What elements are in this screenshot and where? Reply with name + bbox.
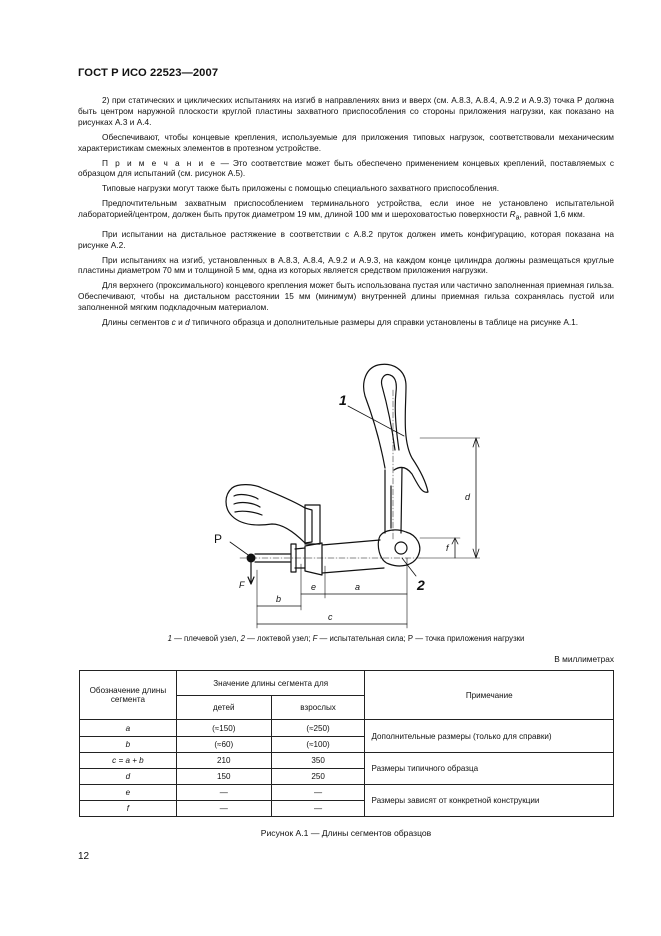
callout-1: 1 bbox=[339, 392, 347, 408]
note-text: — Это соответствие может быть обеспечено применением концевых креплений, поставляемых с образцом для испытаний (см. рисунок А.5). bbox=[78, 157, 614, 179]
roughness-symbol: R bbox=[509, 209, 516, 220]
shoulder-unit-inner bbox=[382, 375, 399, 450]
cell-children: — bbox=[176, 801, 271, 817]
label-b: b bbox=[276, 594, 282, 604]
cell-adults: (≈250) bbox=[271, 720, 365, 737]
paragraph: При испытании на дистальное растяжение в соответствии с А.8.2 пруток должен иметь конфигурацию, которая показана на рисунке А.2. bbox=[78, 228, 614, 250]
header-note: Примечание bbox=[365, 671, 614, 720]
label-e: e bbox=[311, 582, 317, 592]
segments-text: Длины сегментов bbox=[102, 317, 172, 328]
cell-adults: 250 bbox=[271, 769, 365, 785]
table-row bbox=[80, 785, 614, 801]
document-header: ГОСТ Р ИСО 22523—2007 bbox=[78, 67, 219, 79]
roughness-paragraph bbox=[78, 198, 614, 224]
segments-text-and: и bbox=[175, 317, 186, 328]
elbow-joint-hub bbox=[395, 542, 407, 554]
label-force: F bbox=[239, 580, 245, 590]
hand-fingers bbox=[234, 495, 262, 515]
roughness-text-end: , равной 1,6 мкм. bbox=[519, 209, 586, 220]
cell-note: Дополнительные размеры (только для справки) bbox=[365, 720, 614, 753]
units-label: В миллиметрах bbox=[554, 654, 614, 664]
legend-text: — испытательная сила; bbox=[317, 634, 408, 643]
header-children: детей bbox=[176, 696, 271, 720]
legend-number: 2 bbox=[240, 634, 245, 643]
cell-note: Размеры типичного образца bbox=[365, 753, 614, 785]
legend-text: — локтевой узел; bbox=[244, 634, 313, 643]
cell-segment: b bbox=[80, 737, 177, 753]
paragraph: Типовые нагрузки могут также быть приложены с помощью специального захватного приспособления. bbox=[102, 183, 500, 194]
segments-paragraph bbox=[78, 317, 614, 328]
callout-2: 2 bbox=[417, 577, 425, 593]
cell-segment: a bbox=[80, 720, 177, 737]
label-f: f bbox=[446, 543, 449, 553]
elbow-joint bbox=[378, 530, 419, 566]
cell-children: — bbox=[176, 785, 271, 801]
load-point-p bbox=[247, 554, 256, 563]
page-number: 12 bbox=[78, 851, 90, 862]
force-arrow bbox=[248, 562, 254, 584]
note-paragraph bbox=[78, 158, 614, 180]
label-c: c bbox=[328, 612, 333, 622]
figure-drawing bbox=[180, 358, 480, 630]
cell-segment: d bbox=[80, 769, 177, 785]
cell-children: (≈150) bbox=[176, 720, 271, 737]
paragraph: 2) при статических и циклических испытаниях на изгиб в направлениях вниз и вверх (см. А.8.3, А.8.4, А.9.2 и А.9.3) точка Р должна быть центром наружной плоскости круглой пластины захватного приспособления со стороны приложения нагрузки, как показано на рисунках А.3 и А.4. bbox=[78, 95, 614, 127]
segment-lengths-table bbox=[79, 670, 614, 817]
hand-outline bbox=[226, 485, 312, 543]
cell-children: (≈60) bbox=[176, 737, 271, 753]
cell-adults: (≈100) bbox=[271, 737, 365, 753]
cell-children: 150 bbox=[176, 769, 271, 785]
header-adults: взрослых bbox=[271, 696, 365, 720]
table-header-row bbox=[80, 671, 614, 696]
note-label: П р и м е ч а н и е bbox=[102, 157, 217, 168]
cell-note: Размеры зависят от конкретной конструкции bbox=[365, 785, 614, 817]
cell-segment: f bbox=[80, 801, 177, 817]
cell-segment: e bbox=[80, 785, 177, 801]
header-values: Значение длины сегмента для bbox=[176, 671, 365, 696]
segment-d: d bbox=[185, 317, 190, 328]
cell-segment: c = a + b bbox=[80, 753, 177, 769]
legend-symbol: Р bbox=[407, 634, 414, 643]
forearm-socket bbox=[305, 543, 322, 575]
legend-symbol: F bbox=[312, 634, 318, 643]
figure-title: Рисунок А.1 — Длины сегментов образцов bbox=[260, 828, 432, 838]
forearm bbox=[322, 540, 384, 573]
table-row bbox=[80, 720, 614, 737]
segments-text-end: типичного образца и дополнительные размеры для справки установлены в таблице на рисунке А.1. bbox=[189, 317, 579, 328]
extension-line-d bbox=[420, 438, 480, 558]
figure-a1 bbox=[180, 358, 480, 630]
paragraph: При испытаниях на изгиб, установленных в А.8.3, А.8.4, А.9.2 и А.9.3, на каждом конце цилиндра должны размещаться круглые пластины диаметром 70 мм и толщиной 5 мм, одна из которых является средством приложения нагрузки. bbox=[78, 254, 614, 276]
cell-adults: — bbox=[271, 785, 365, 801]
roughness-subscript: a bbox=[515, 214, 520, 222]
cell-adults: 350 bbox=[271, 753, 365, 769]
paragraph: Для верхнего (проксимального) концевого крепления может быть использована пустая или частично заполненная приемная гильза. Обеспечивают, чтобы на дистальном расстоянии 15 мм (минимум) внутренней длины приемная гильза сохранялась пустой или заполненной мягким подкладочным материалом. bbox=[78, 280, 614, 313]
figure-legend bbox=[78, 634, 614, 643]
label-a: a bbox=[355, 582, 361, 592]
legend-text: — точка приложения нагрузки bbox=[413, 634, 525, 643]
label-p: P bbox=[214, 532, 223, 546]
cell-children: 210 bbox=[176, 753, 271, 769]
legend-number: 1 bbox=[167, 634, 172, 643]
roughness-text: Предпочтительным захватным приспособлением терминального устройства, если иное не установлено испытательной лабораторией/центром, должен быть пруток диаметром 19 мм, длиной 100 мм и шероховатостью поверхности bbox=[78, 198, 614, 220]
header-segment: Обозначение длины сегмента bbox=[80, 671, 177, 720]
label-d: d bbox=[465, 492, 471, 502]
table-row bbox=[80, 753, 614, 769]
cell-adults: — bbox=[271, 801, 365, 817]
segment-c: c bbox=[171, 317, 176, 328]
body-text bbox=[78, 95, 614, 328]
leader-p bbox=[230, 542, 251, 557]
upper-arm-tube bbox=[385, 468, 402, 533]
paragraph: Обеспечивают, чтобы концевые крепления, используемые для приложения типовых нагрузок, соответствовали механическим характеристикам смежных элементов в протезном устройстве. bbox=[78, 131, 614, 153]
legend-text: — плечевой узел, bbox=[171, 634, 241, 643]
